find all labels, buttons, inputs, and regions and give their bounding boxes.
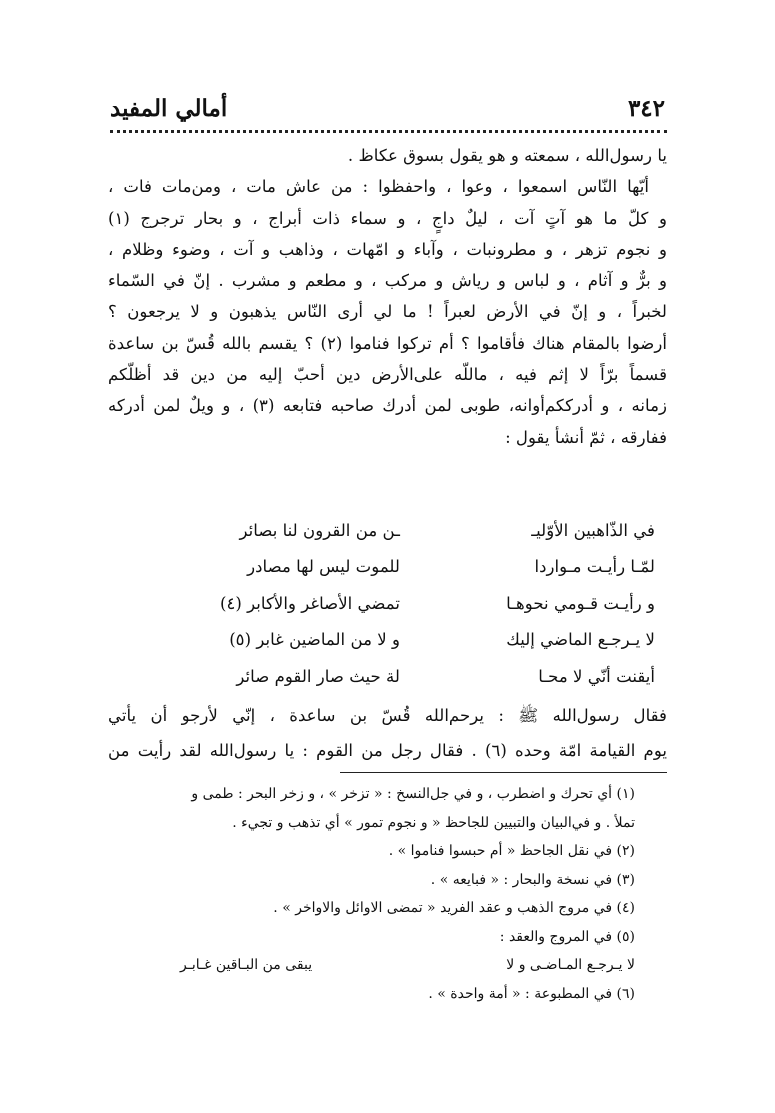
text-line: أيّها النّاس اسمعوا ، وعوا ، واحفظوا : من عاش مات ، ومن‌مات فات ، [108,177,649,197]
verse-second-hemistich: تمضي الأصاغر والأكابر (٤) [219,593,400,613]
footnote: (٤) في مروج الذهب و عقد الفريد « تمضى الاوائل والاواخر » . [273,900,635,916]
footnote: (٢) في نقل الجاحظ « أم حبسوا فناموا » . [388,843,635,859]
poem-verse [150,512,655,549]
footnote-continuation: تملأ . و في‌البيان والتبيين للجاحظ « و نجوم تمور » أي تذهب و تجيء . [232,814,635,831]
verse-second-hemistich: و لا من الماضين غابر (٥) [229,630,400,650]
footnote-verse-second: يبقى من البـاقين غـابـر [180,957,313,973]
footnote-separator [340,772,667,773]
footnote: (٣) في نسخة والبحار : « فبايعه » . [430,871,635,888]
verse-second-hemistich: لة حيث صار القوم صائر [236,666,400,686]
verse-second-hemistich: ـن من القرون لنا بصائر [239,520,400,540]
page-number: ٣٤٢ [627,94,665,122]
text-line: فقال رسول‌الله ﷺ : يرحم‌الله قُسّ بن ساعدة ، إنّي لأرجو أن يأتي [108,706,667,725]
text-line: و كلّ ما هو آتٍ آت ، ليلٌ داجٍ ، و سماء ذات أبراج ، و بحار ترجرج (١) [108,208,667,228]
footnote: (١) أي تحرك و اضطرب ، و في جل‌النسخ : « تزخر » ، و زخر البحر : طمى و [191,786,635,802]
poem-verse [150,622,655,659]
poem-verse [150,585,655,622]
footnote-verse-first: لا يـرجـع المـاضـى و لا [506,957,635,973]
text-line: زمانه ، و أدرككم‌أوانه، طوبى لمن أدرك صاحبه فتابعه (٣) ، و ويلٌ لمن أدركه [108,396,667,416]
verse-first-hemistich: في الذّاهبين الأوّليـ [531,520,655,540]
text-line: أرضوا بالمقام هناك فأقاموا ؟ أم تركوا فناموا (٢) ؟ يقسم بالله قُسّ بن ساعدة [108,333,667,353]
text-line: و نجوم تزهر ، و مطرونبات ، وآباء و امّهات ، وذاهب و آت ، وضوء وظلام ، [108,239,667,259]
poem-verse [150,658,655,695]
text-line: يوم القيامة امّة وحده (٦) . فقال رجل من القوم : يا رسول‌الله لقد رأيت من [108,741,667,760]
footnote: (٦) في المطبوعة : « أمة واحدة » . [428,985,635,1002]
text-line: و برٌّ و آثام ، و لباس و رياش و مركب ، و مطعم و مشرب . إنّ في السّماء [108,271,667,291]
page-header [110,86,665,130]
header-dotted-divider [110,130,667,133]
footnote: (٥) في المروج والعقد : [499,928,635,945]
footnotes [120,780,635,1008]
verse-first-hemistich: أيقنت أنّي لا محـا [538,666,655,686]
main-text [108,140,667,453]
footnote-verse [120,951,635,980]
poem-verse [150,549,655,586]
verse-first-hemistich: و رأيـت قـومي نحوهـا [506,593,655,613]
main-text-continued [108,698,667,768]
book-title: أمالي المفيد [110,94,228,122]
verse-first-hemistich: لمّـا رأيـت مـواردا [534,557,655,577]
text-line: لخبراً ، و إنّ في الأرض لعبراً ! ما لي أرى النّاس يذهبون و لا يرجعون ؟ [108,302,667,322]
text-line: ففارقه ، ثمّ أنشأ يقول : [505,427,667,447]
verse-first-hemistich: لا يـرجـع الماضي إليك [506,630,655,650]
text-line: قسماً برّاً لا إثم فيه ، ماللّه على‌الأرض دين أحبّ إليه من دين قد أظلّكم [108,365,667,385]
text-line: يا رسول‌الله ، سمعته و هو يقول بسوق عكاظ . [347,146,667,165]
poem [150,512,655,695]
verse-second-hemistich: للموت ليس لها مصادر [247,557,400,577]
